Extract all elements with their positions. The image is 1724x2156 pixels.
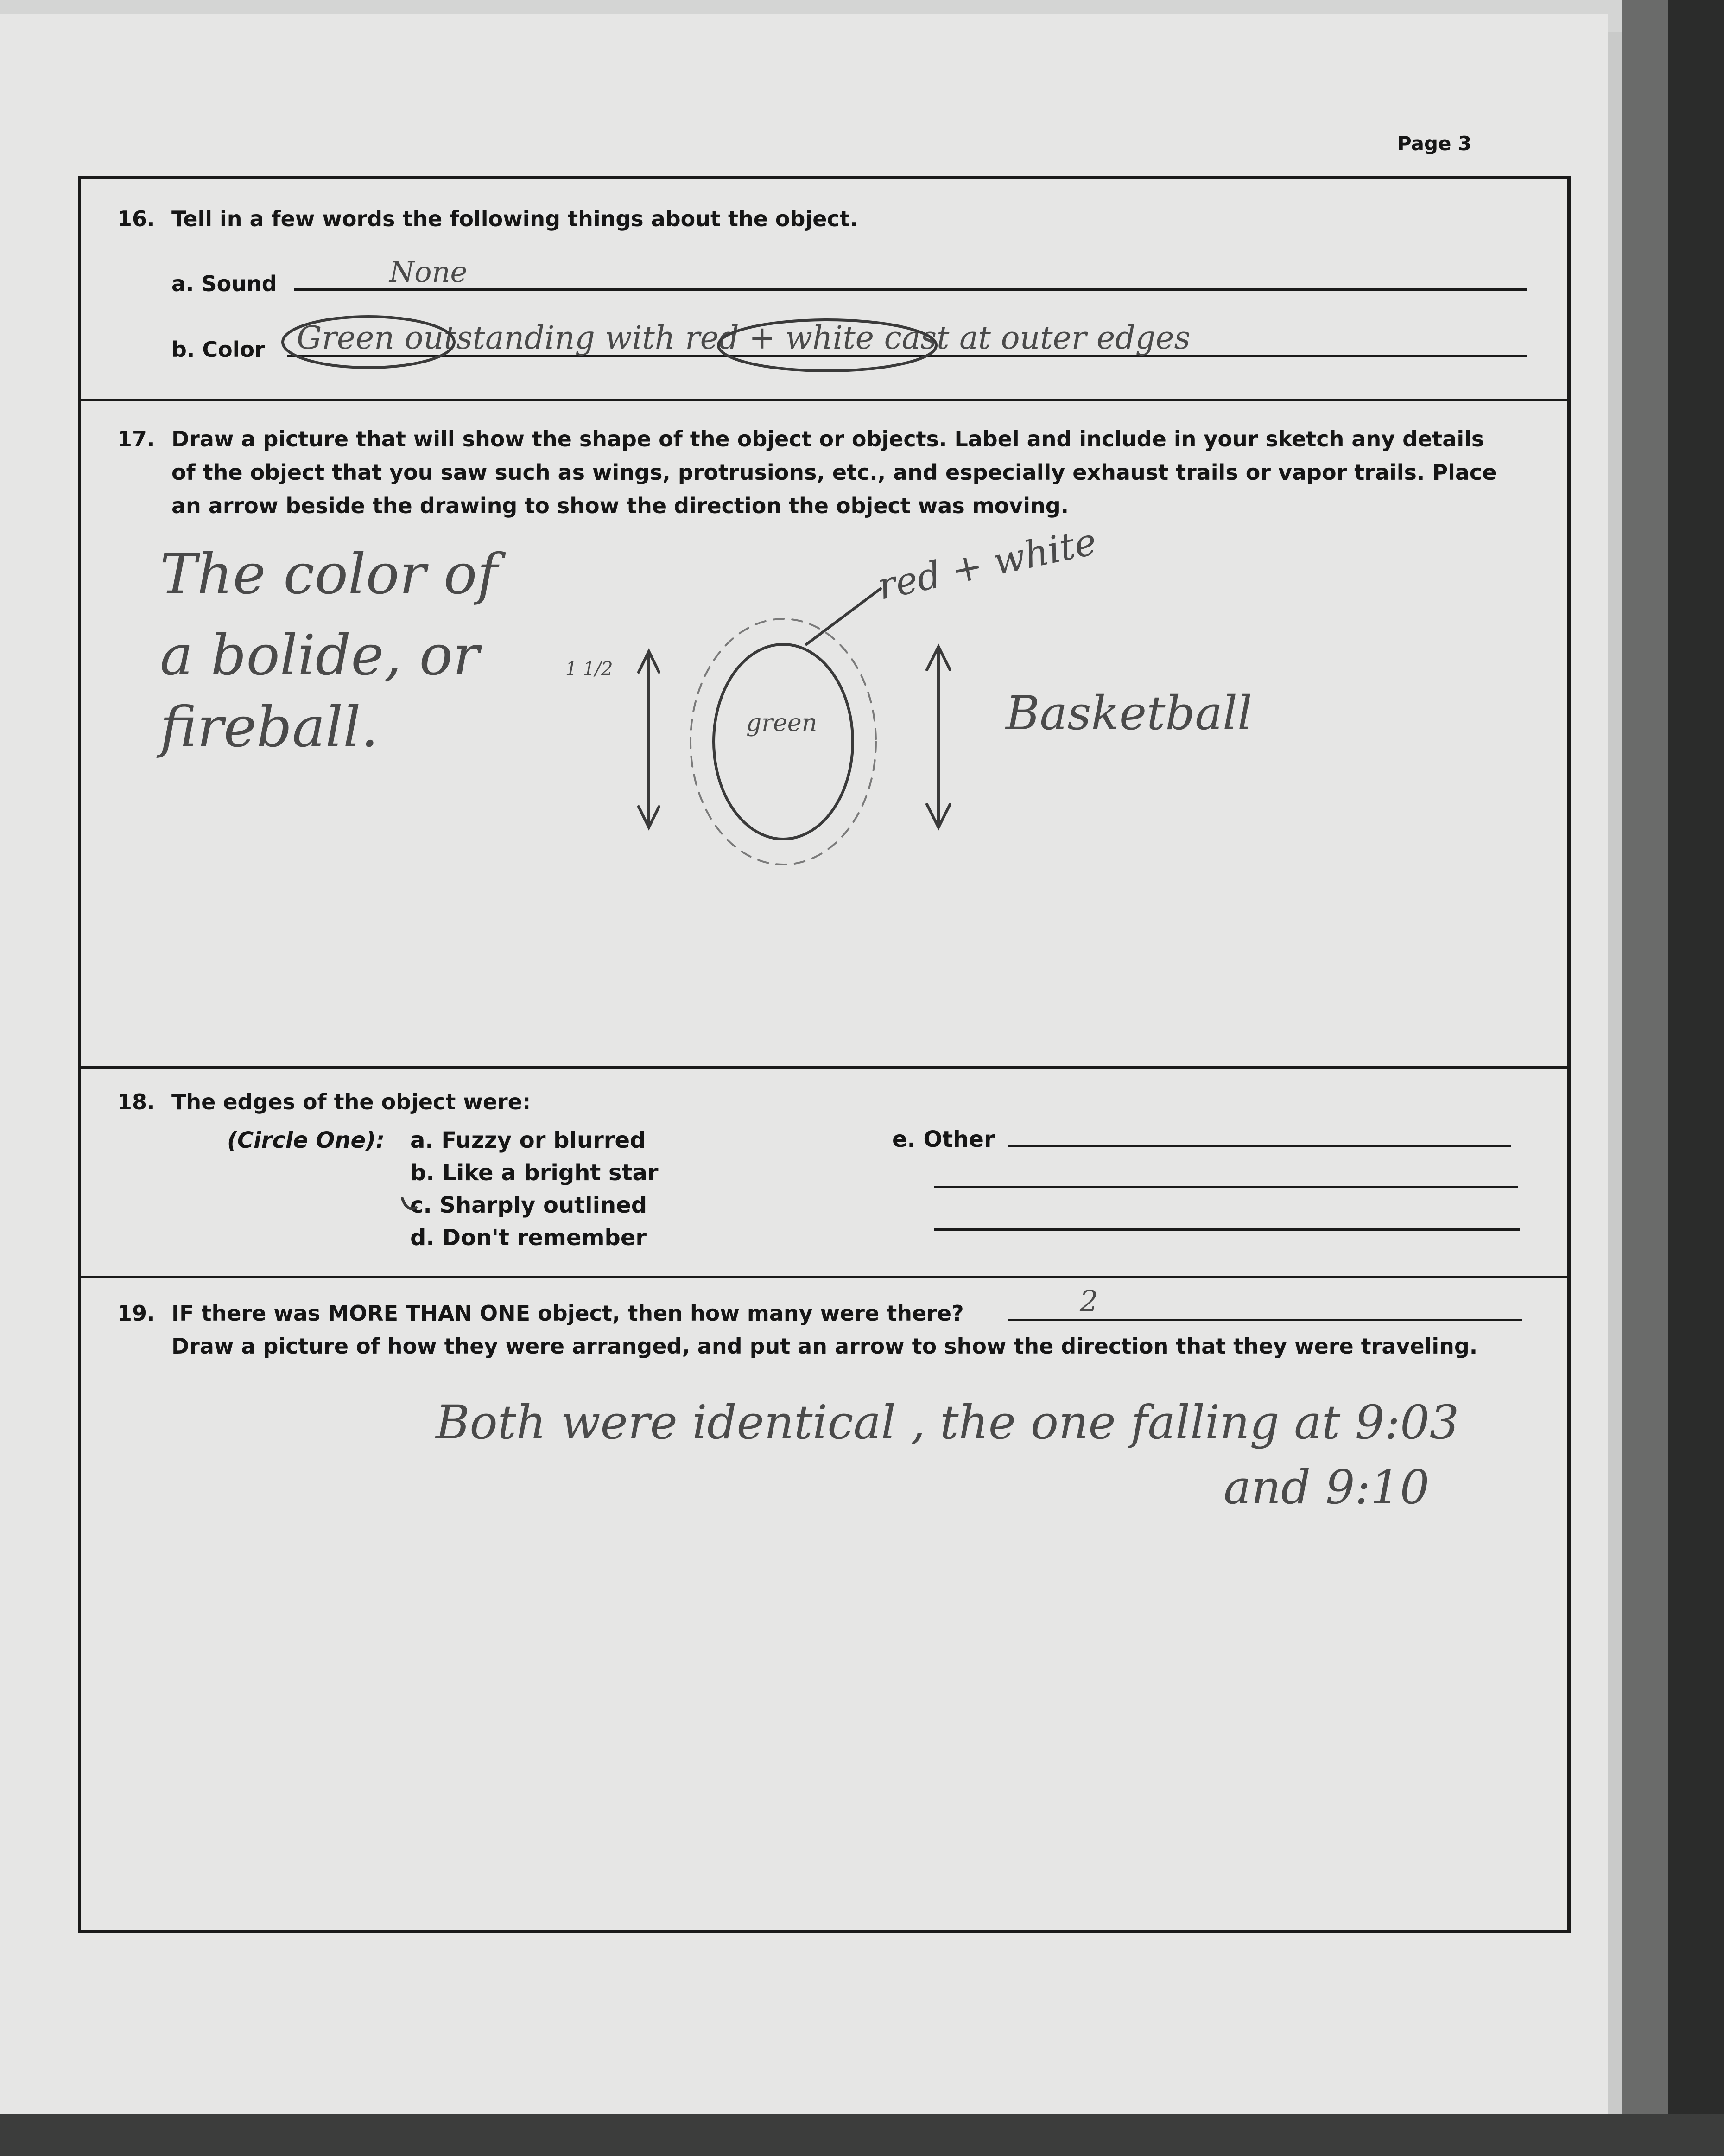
q17-sketch-edge-label: red + white xyxy=(874,520,1101,608)
q17-sketch-dimension-label: 1 1/2 xyxy=(565,658,613,680)
q19-note-line1: Both were identical , the one falling at 9:03 xyxy=(436,1395,1459,1450)
q17-note-line2: a bolide, or xyxy=(160,623,480,688)
q19-count-line xyxy=(1008,1319,1522,1321)
q16-sound-answer: None xyxy=(389,255,468,289)
q19-number: 19. xyxy=(117,1301,155,1326)
q18-other-line3 xyxy=(934,1228,1520,1231)
q18-text: The edges of the object were: xyxy=(171,1089,531,1114)
q18-option-d[interactable]: d. Don't remember xyxy=(410,1225,647,1251)
q17-line3: an arrow beside the drawing to show the direction the object was moving. xyxy=(171,493,1069,518)
q17-note-line1: The color of xyxy=(160,542,498,607)
q19-line1: IF there was MORE THAN ONE object, then how many were there? xyxy=(171,1301,964,1326)
scan-bottom-border xyxy=(0,2114,1724,2156)
q17-sketch-size-label: Basketball xyxy=(1006,686,1252,740)
q19-line2: Draw a picture of how they were arranged, and put an arrow to show the direction that they were traveling. xyxy=(171,1334,1478,1359)
q18-other-line2 xyxy=(934,1186,1518,1188)
q18-other-line1 xyxy=(1008,1145,1511,1147)
q18-number: 18. xyxy=(117,1089,155,1114)
q17-number: 17. xyxy=(117,426,155,452)
q18-option-e[interactable]: e. Other xyxy=(892,1126,995,1152)
q19-note-line2: and 9:10 xyxy=(1223,1460,1430,1514)
q18-option-b[interactable]: b. Like a bright star xyxy=(410,1160,659,1186)
section-divider-17-18 xyxy=(78,1066,1571,1069)
q16-sound-line xyxy=(294,288,1527,291)
scan-right-border-dark xyxy=(1668,0,1724,2156)
section-divider-16-17 xyxy=(78,399,1571,401)
section-divider-18-19 xyxy=(78,1276,1571,1278)
q19-count-answer: 2 xyxy=(1080,1284,1098,1318)
q16-number: 16. xyxy=(117,206,155,231)
q16-sound-label: a. Sound xyxy=(171,271,277,296)
q18-option-c[interactable]: c. Sharply outlined xyxy=(410,1192,647,1218)
q17-note-line3: fireball. xyxy=(160,695,379,760)
q17-line2: of the object that you saw such as wings, protrusions, etc., and especially exhaust trails or vapor trails. Place xyxy=(171,460,1497,485)
q16-text: Tell in a few words the following things about the object. xyxy=(171,206,858,231)
q17-sketch-center-label: green xyxy=(746,709,818,737)
q16-color-answer: Green outstanding with red + white cast at outer edges xyxy=(297,320,1191,356)
page-number: Page 3 xyxy=(1397,132,1472,155)
q16-color-label: b. Color xyxy=(171,337,265,362)
q18-option-a[interactable]: a. Fuzzy or blurred xyxy=(410,1127,646,1153)
q18-circle-one: (Circle One): xyxy=(227,1127,385,1153)
q17-line1: Draw a picture that will show the shape of the object or objects. Label and include in your sketch any details xyxy=(171,426,1484,452)
